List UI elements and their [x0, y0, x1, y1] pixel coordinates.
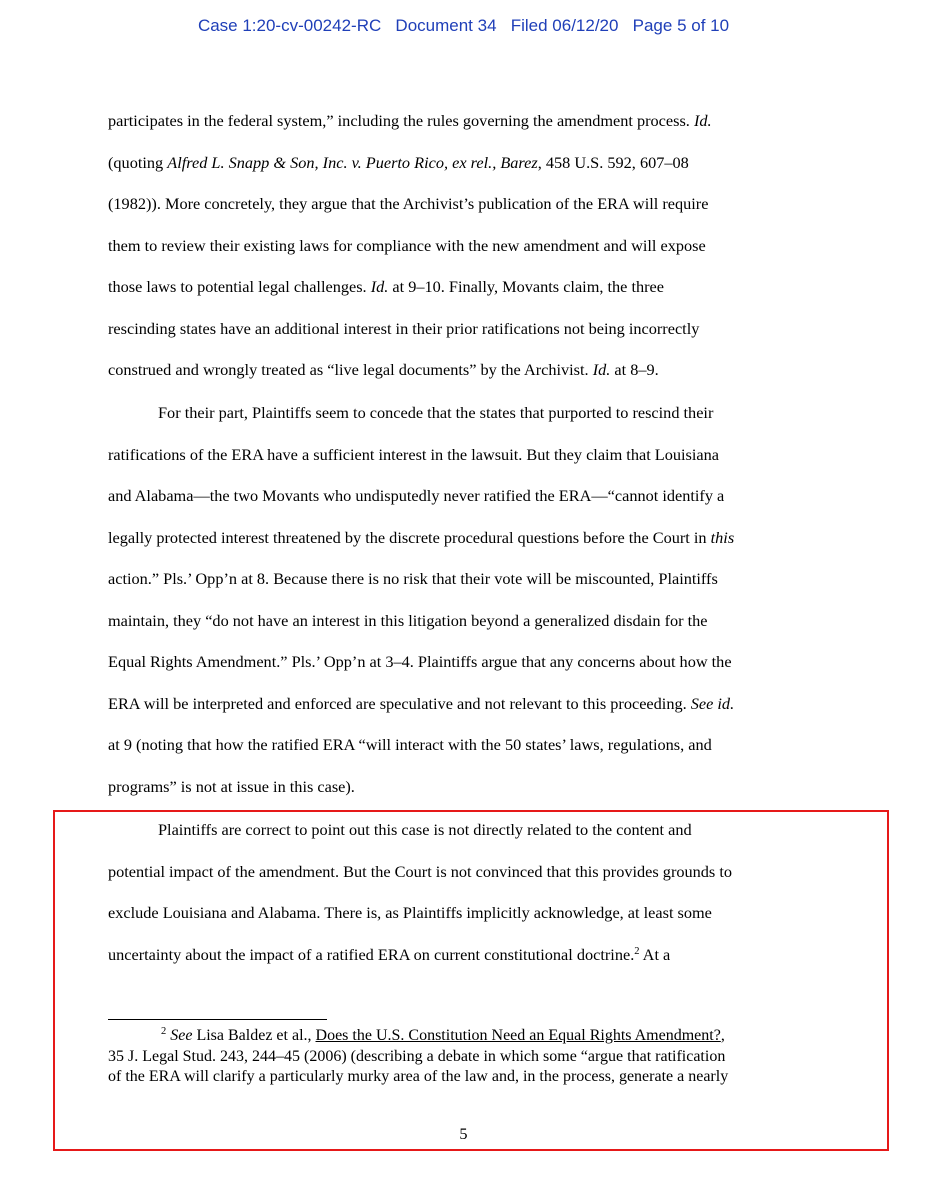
case-citation: Alfred L. Snapp & Son, Inc. v. Puerto Rico, ex rel., Barez	[167, 152, 538, 172]
text-line: rescinding states have an additional interest in their prior ratifications not being incorrectly	[108, 318, 700, 338]
footnote-reference: 2	[634, 945, 640, 957]
text-line: construed and wrongly treated as “live legal documents” by the Archivist. Id. at 8–9.	[108, 360, 659, 379]
paragraph-2	[108, 392, 828, 807]
text-line: ERA will be interpreted and enforced are speculative and not relevant to this proceeding. See id.	[108, 693, 735, 713]
text-line: maintain, they “do not have an interest in this litigation beyond a generalized disdain for the	[108, 610, 708, 630]
text-line: Equal Rights Amendment.” Pls.’ Opp’n at 3–4. Plaintiffs argue that any concerns about how the	[108, 652, 732, 671]
document-number: Document 34	[395, 16, 497, 35]
text-line: (1982)). More concretely, they argue that the Archivist’s publication of the ERA will require	[108, 194, 709, 213]
text-line: ratifications of the ERA have a sufficient interest in the lawsuit. But they claim that Louisiana	[108, 444, 719, 464]
case-header	[0, 16, 927, 36]
text-line: uncertainty about the impact of a ratified ERA on current constitutional doctrine.$^2$ At a	[108, 944, 671, 964]
footnote-marker: 2	[161, 1026, 167, 1037]
article-title: Does the U.S. Constitution Need an Equal Rights Amendment?	[315, 1027, 721, 1044]
text-line: and Alabama—the two Movants who undisputedly never ratified the ERA—“cannot identify a	[108, 486, 725, 505]
text-line: programs” is not at issue in this case).	[108, 776, 355, 796]
highlight-box	[53, 810, 889, 1151]
text-line: For their part, Plaintiffs seem to concede that the states that purported to rescind their	[158, 403, 714, 422]
text-line: (quoting Alfred L. Snapp & Son, Inc. v. Puerto Rico, ex rel., Barez, 458 U.S. 592, 607–08	[108, 152, 689, 172]
footnote-line: 35 J. Legal Stud. 243, 244–45 (2006) (describing a debate in which some “argue that ratification	[108, 1047, 726, 1065]
text-line: potential impact of the amendment. But the Court is not convinced that this provides grounds to	[108, 861, 733, 881]
text-line: at 9 (noting that how the ratified ERA “will interact with the 50 states’ laws, regulations, and	[108, 735, 712, 754]
filed-date: Filed 06/12/20	[510, 16, 619, 35]
text-line: action.” Pls.’ Opp’n at 8. Because there is no risk that their vote will be miscounted, Plaintiffs	[108, 569, 718, 588]
case-number: Case 1:20-cv-00242-RC	[197, 16, 382, 35]
paragraph-1	[108, 100, 828, 391]
page-number: 5	[459, 1124, 468, 1143]
text-line: exclude Louisiana and Alabama. There is, as Plaintiffs implicitly acknowledge, at least some	[108, 903, 712, 922]
text-line: those laws to potential legal challenges. Id. at 9–10. Finally, Movants claim, the three	[108, 277, 664, 296]
footnote-line: $^2$ See Lisa Baldez et al., Does the U.S. Constitution Need an Equal Rights Amendment?,	[161, 1026, 725, 1044]
footnote-line: of the ERA will clarify a particularly murky area of the law and, in the process, generate a nearly	[108, 1068, 729, 1085]
text-line: Plaintiffs are correct to point out this case is not directly related to the content and	[158, 820, 692, 839]
page-indicator: Page 5 of 10	[632, 16, 730, 35]
text-line: legally protected interest threatened by the discrete procedural questions before the Court in this	[108, 527, 735, 547]
text-line: them to review their existing laws for compliance with the new amendment and will expose	[108, 235, 706, 255]
text-line: participates in the federal system,” including the rules governing the amendment process. Id.	[108, 111, 712, 130]
